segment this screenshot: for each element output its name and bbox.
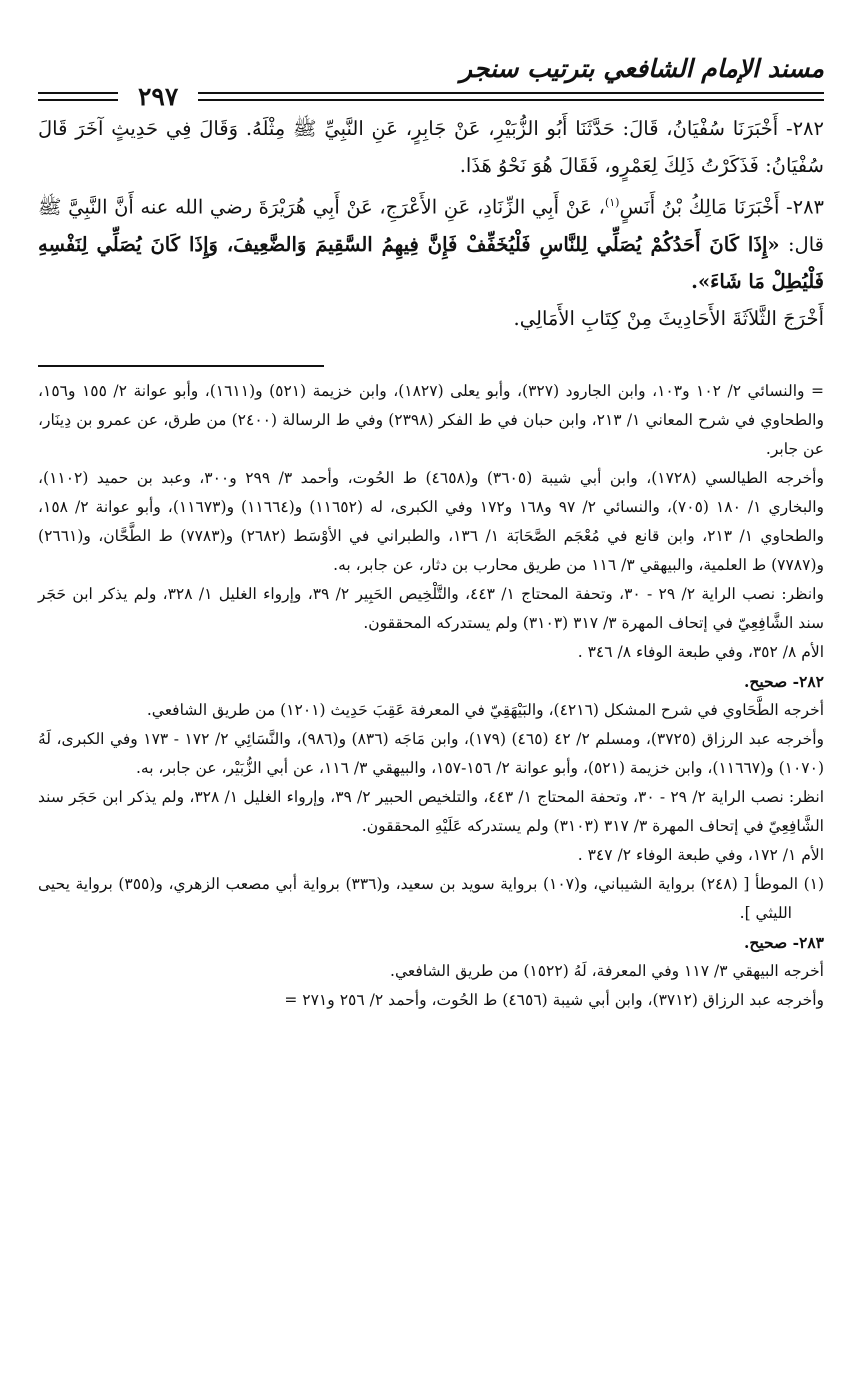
note-paragraph: أخرجه البيهقي ٣/ ١١٧ وفي المعرفة، لَهُ (١٥٢٢) من طريق الشافعي. [390, 961, 824, 980]
note-paragraph: وأخرجه عبد الرزاق (٣٧٢٥)، ومسلم ٢/ ٤٢ (٤٦٥) (١٧٩)، وابن مَاجَه (٨٣٦) و(٩٨٦)، والنَّسَائِي ٢/ ١٧٢ - ١٧٣ وفي الكبرى، لَهُ (١٠٧٠) و(١١٦٦٧)، وابن خزيمة (٥٢١)، وأبو عوانة ٢/ ١٥٦-١٥٧، والبيهقي ٣/ ١١٦، عن أبي الزُّبَيْر، عن جابر، به. [38, 729, 824, 777]
note-paragraph: وأخرجه عبد الرزاق (٣٧١٢)، وابن أبي شيبة (٤٦٥٦) ط الحُوت، وأحمد ٢/ ٢٥٦ و٢٧١ = [284, 990, 824, 1009]
footnote-marker: (١) [604, 196, 620, 209]
header-rule-short [38, 92, 118, 101]
note-heading-283: ٢٨٣- صحيح. [743, 932, 824, 952]
note-paragraph: الأم ٨/ ٣٥٢، وفي طبعة الوفاء ٨/ ٣٤٦ . [577, 642, 824, 661]
hadith-source-note: أَخْرَجَ الثَّلاَثَةَ الأَحَادِيثَ مِنْ كِتَابِ الأَمَالِي. [513, 306, 824, 330]
note-paragraph: انظر: نصب الراية ٢/ ٢٩ - ٣٠، وتحفة المحتاج ١/ ٤٤٣، والتلخيص الحبير ٢/ ٣٩، وإرواء الغليل ١/ ٣٢٨، ولم يذكر ابن حَجَر سند الشَّافِعِيّ في إتحاف المهرة ٣/ ٣١٧ (٣١٠٣) ولم يستدركه عَلَيْهِ المحققون. [38, 787, 825, 835]
hadith-283-chain-cont: ، عَنْ أَبِي الزِّنَادِ، عَنِ الأَعْرَجِ، عَنْ أَبِي هُرَيْرَةَ رضي الله عنه أَنَّ النَّبِيَّ ﷺ قال: [38, 195, 824, 256]
running-title: مسند الإمام الشافعي بترتيب سنجر [460, 54, 824, 83]
footnote-1: (١) الموطأ [ (٢٤٨) برواية الشيباني، و(١٠٧) برواية سويد بن سعيد، و(٣٣٦) برواية أبي مصعب الزهري، و(٣٥٥) برواية يحيى الليثي ]. [38, 874, 825, 922]
book-page [38, 48, 824, 1015]
note-paragraph: = والنسائي ٢/ ١٠٢ و١٠٣، وابن الجارود (٣٢٧)، وأبو يعلى (١٨٢٧)، وابن خزيمة (٥٢١) و(١٦١١)، وأبو عوانة ٢/ ١٥٥ و١٥٦، والطحاوي في شرح المعاني ١/ ٢١٣، وابن حبان في ط الفكر (٢٣٩٨) وفي ط الرسالة (٢٤٠٠) من طرق، عن عمرو بن دِينَار، عن جابر. [38, 381, 824, 458]
note-paragraph: وأخرجه الطيالسي (١٧٢٨)، وابن أبي شيبة (٣٦٠٥) و(٤٦٥٨) ط الحُوت، وأحمد ٣/ ٢٩٩ و٣٠٠، وعبد بن حميد (١١٠٢)، والبخاري ١/ ١٨٠ (٧٠٥)، والنسائي ٢/ ٩٧ و١٦٨ و١٧٢ وفي الكبرى، له (١١٦٥٢) و(١١٦٦٤) و(١١٦٧٣)، وأبو عوانة ٢/ ١٥٨، والطحاوي ١/ ٢١٣، وابن قانع في مُعْجَم الصَّحَابَة ١/ ١٣٦، والطبراني في الأوْسَط (٢٦٨٢) و(٧٧٨٣) ط الطَّحَّان، و(٢٦٦١) و(٧٧٨٧) ط العلمية، والبيهقي ٣/ ١١٦ من طريق محارب بن دثار، عن جابر، به. [38, 468, 825, 574]
note-heading-282: ٢٨٢- صحيح. [743, 671, 824, 691]
hadith-283-chain: ٢٨٣- أَخْبَرَنَا مَالِكُ بْنُ أَنَسٍ [619, 195, 825, 219]
note-paragraph: الأم ١/ ١٧٢، وفي طبعة الوفاء ٢/ ٣٤٧ . [577, 845, 824, 864]
note-paragraph: وانظر: نصب الراية ٢/ ٢٩ - ٣٠، وتحفة المحتاج ١/ ٤٤٣، والتَّلْخِيص الحَبِير ٢/ ٣٩، وإرواء الغليل ١/ ٣٢٨، ولم يذكر ابن حَجَر سند الشَّافِعِيّ في إتحاف المهرة ٣/ ٣١٧ (٣١٠٣) ولم يستدركه المحققون. [38, 584, 824, 632]
hadith-283 [38, 184, 824, 300]
hadith-283-matn: «إِذَا كَانَ أَحَدُكُمْ يُصَلِّي لِلنَّاسِ فَلْيُخَفِّفْ فَإِنَّ فِيهِمُ السَّقِيمَ وَالضَّعِيفَ، وَإِذَا كَانَ يُصَلِّي لِنَفْسِهِ فَلْيُطِلْ مَا شَاءَ». [38, 232, 824, 293]
hadith-text [38, 110, 824, 337]
page-number: ٢٩٧ [138, 82, 179, 111]
note-paragraph: أخرجه الطَّحَاوي في شرح المشكل (٤٢١٦)، والبَيْهَقِيّ في المعرفة عَقِبَ حَدِيث (١٢٠١) من طريق الشافعي. [146, 700, 824, 719]
header-rule [198, 92, 824, 101]
hadith-282: ٢٨٢- أَخْبَرَنَا سُفْيَانُ، قَالَ: حَدَّثَنَا أَبُو الزُّبَيْرِ، عَنْ جَابِرٍ، عَنِ النَّبِيِّ ﷺ مِثْلَهُ. وَقَالَ فِي حَدِيثٍ آخَرَ قَالَ سُفْيَانُ: فَذَكَرْتُ ذَلِكَ لِعَمْرٍو، فَقَالَ هُوَ نَحْوُ هَذَا. [38, 117, 824, 177]
page-header [38, 48, 824, 110]
footnote-separator [38, 365, 324, 367]
footnotes [38, 377, 824, 1015]
